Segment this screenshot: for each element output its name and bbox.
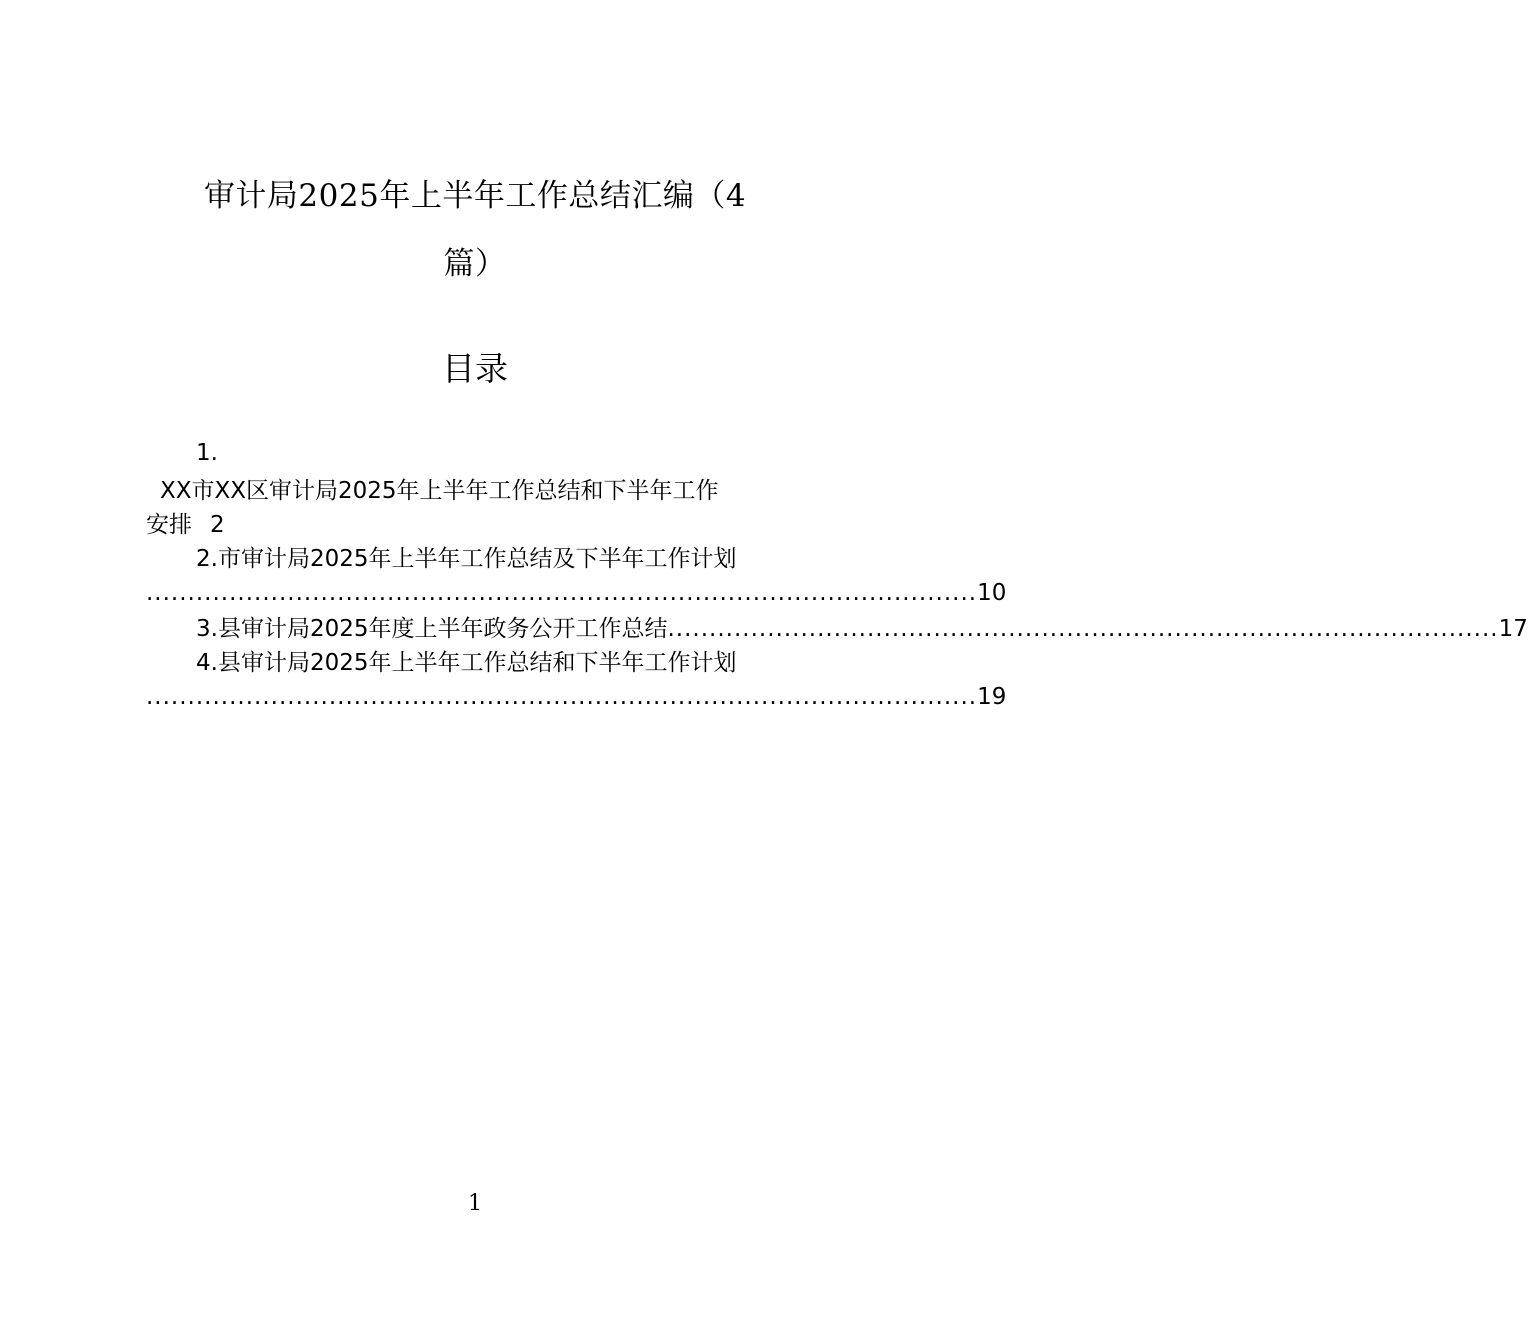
toc-entry-1-text-line-1[interactable]: XX市XX区审计局2025年上半年工作总结和下半年工作 (160, 478, 719, 504)
document-title-line-2: 篇） (443, 246, 507, 282)
toc-entry-3-row[interactable] (196, 612, 1528, 646)
toc-entry-3-page: 17 (1498, 616, 1528, 642)
toc-entry-2-page: 10 (977, 580, 1007, 606)
toc-entry-3-text: 3.县审计局2025年度上半年政务公开工作总结 (196, 616, 668, 642)
toc-entry-1-text-line-2[interactable] (146, 508, 225, 542)
toc-entry-4-leader-row[interactable] (146, 680, 1007, 714)
page-number: 1 (468, 1191, 482, 1216)
toc-entry-2-leader: .................................................................................................... (146, 580, 978, 606)
toc-entry-3-leader: .................................................................................................... (667, 616, 1499, 642)
toc-entry-1-page: 2 (210, 512, 225, 538)
toc-entry-2-text[interactable]: 2.市审计局2025年上半年工作总结及下半年工作计划 (196, 546, 737, 572)
toc-entry-4-leader: .................................................................................................... (146, 684, 978, 710)
toc-entry-1-text-end: 安排 (146, 512, 192, 538)
toc-entry-2-leader-row[interactable] (146, 576, 1007, 610)
document-title-line-1: 审计局2025年上半年工作总结汇编（4 (203, 178, 747, 214)
toc-entry-4-text[interactable]: 4.县审计局2025年上半年工作总结和下半年工作计划 (196, 650, 737, 676)
toc-entry-1-number[interactable]: 1. (196, 440, 218, 466)
toc-entry-4-page: 19 (977, 684, 1007, 710)
toc-heading: 目录 (442, 349, 508, 388)
